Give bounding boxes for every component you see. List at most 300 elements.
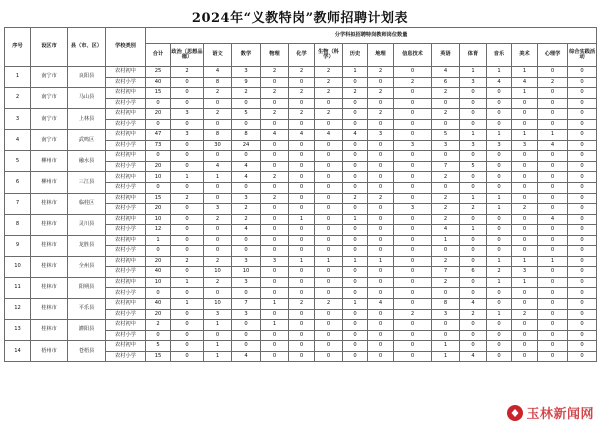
cell-count: 0 (289, 320, 315, 331)
cell-count: 0 (568, 161, 597, 172)
cell-count: 4 (232, 351, 261, 362)
header-subject: 化学 (289, 44, 315, 67)
cell-count: 0 (171, 88, 204, 99)
cell-count: 2 (343, 193, 368, 204)
header-subject: 数学 (232, 44, 261, 67)
cell-count: 1 (204, 172, 232, 183)
cell-count: 40 (146, 267, 171, 278)
cell-count: 0 (432, 330, 460, 341)
cell-count: 1 (432, 341, 460, 352)
cell-count: 0 (171, 351, 204, 362)
cell-count: 0 (487, 151, 512, 162)
cell-count: 0 (432, 119, 460, 130)
cell-count: 1 (432, 235, 460, 246)
cell-count: 0 (232, 151, 261, 162)
cell-count: 10 (146, 277, 171, 288)
cell-count: 5 (460, 161, 487, 172)
cell-count: 0 (315, 225, 343, 236)
cell-count: 0 (343, 109, 368, 120)
cell-county: 平乐县 (68, 299, 106, 320)
header-subject: 体育 (460, 44, 487, 67)
cell-count: 2 (343, 88, 368, 99)
cell-school-type: 农村小学 (106, 246, 146, 257)
cell-count: 0 (460, 330, 487, 341)
cell-count: 0 (171, 161, 204, 172)
cell-seq: 1 (5, 67, 31, 88)
cell-count: 0 (394, 193, 432, 204)
cell-count: 0 (487, 299, 512, 310)
cell-count: 0 (315, 98, 343, 109)
header-subject: 地理 (368, 44, 394, 67)
page-title: 2024年“义教特岗”教师招聘计划表 (191, 11, 409, 26)
cell-count: 0 (315, 119, 343, 130)
cell-count: 4 (261, 130, 289, 141)
cell-city: 桂林市 (31, 235, 68, 256)
cell-count: 20 (146, 109, 171, 120)
cell-count: 0 (204, 235, 232, 246)
cell-count: 2 (289, 109, 315, 120)
cell-count: 4 (232, 225, 261, 236)
table-row (5, 299, 597, 310)
cell-count: 9 (232, 77, 261, 88)
cell-count: 0 (261, 246, 289, 257)
cell-count: 0 (460, 235, 487, 246)
cell-count: 0 (146, 98, 171, 109)
cell-count: 0 (171, 267, 204, 278)
cell-count: 1 (343, 256, 368, 267)
cell-count: 0 (394, 277, 432, 288)
cell-count: 0 (232, 246, 261, 257)
cell-count: 0 (394, 109, 432, 120)
table-row (5, 214, 597, 225)
cell-count: 0 (538, 193, 568, 204)
cell-count: 1 (538, 256, 568, 267)
cell-count: 0 (487, 288, 512, 299)
cell-count: 0 (512, 193, 538, 204)
cell-count: 0 (538, 161, 568, 172)
cell-count: 1 (487, 67, 512, 78)
cell-count: 0 (315, 140, 343, 151)
cell-count: 0 (487, 98, 512, 109)
cell-count: 0 (432, 320, 460, 331)
table-row (5, 172, 597, 183)
cell-count: 0 (568, 214, 597, 225)
cell-count: 0 (538, 172, 568, 183)
cell-count: 0 (289, 309, 315, 320)
cell-count: 2 (261, 193, 289, 204)
cell-count: 2 (432, 214, 460, 225)
cell-count: 4 (512, 77, 538, 88)
cell-school-type: 农村小学 (106, 309, 146, 320)
cell-count: 0 (568, 256, 597, 267)
cell-count: 8 (204, 130, 232, 141)
cell-school-type: 农村小学 (106, 140, 146, 151)
header-subject: 政治（思想品德） (171, 44, 204, 67)
cell-count: 2 (232, 88, 261, 99)
cell-count: 15 (146, 351, 171, 362)
cell-count: 0 (487, 225, 512, 236)
cell-count: 0 (538, 88, 568, 99)
cell-count: 7 (232, 299, 261, 310)
cell-city: 南宁市 (31, 88, 68, 109)
cell-school-type: 农村小学 (106, 204, 146, 215)
cell-count: 4 (343, 130, 368, 141)
cell-count: 0 (315, 330, 343, 341)
cell-count: 0 (368, 351, 394, 362)
cell-count: 0 (171, 235, 204, 246)
cell-count: 0 (315, 277, 343, 288)
cell-count: 6 (460, 267, 487, 278)
cell-count: 2 (204, 214, 232, 225)
cell-count: 8 (232, 130, 261, 141)
cell-count: 0 (315, 193, 343, 204)
cell-count: 0 (315, 161, 343, 172)
cell-count: 1 (460, 193, 487, 204)
cell-count: 0 (289, 288, 315, 299)
cell-school-type: 农村初中 (106, 67, 146, 78)
cell-count: 2 (261, 172, 289, 183)
cell-count: 0 (538, 299, 568, 310)
cell-count: 0 (394, 151, 432, 162)
cell-count: 2 (512, 204, 538, 215)
cell-count: 0 (343, 119, 368, 130)
cell-count: 0 (232, 183, 261, 194)
table-row (5, 109, 597, 120)
cell-count: 0 (232, 341, 261, 352)
cell-count: 0 (394, 88, 432, 99)
table-row (5, 130, 597, 141)
cell-count: 3 (204, 309, 232, 320)
cell-count: 1 (368, 256, 394, 267)
cell-seq: 3 (5, 109, 31, 130)
cell-count: 2 (204, 109, 232, 120)
header-subject: 英语 (432, 44, 460, 67)
cell-county: 灵川县 (68, 214, 106, 235)
cell-count: 1 (512, 277, 538, 288)
cell-count: 0 (394, 67, 432, 78)
cell-count: 0 (368, 225, 394, 236)
cell-count: 0 (394, 98, 432, 109)
cell-city: 梧州市 (31, 341, 68, 362)
cell-count: 3 (232, 67, 261, 78)
cell-county: 龙胜县 (68, 235, 106, 256)
cell-count: 0 (538, 98, 568, 109)
cell-count: 1 (538, 130, 568, 141)
cell-count: 0 (487, 109, 512, 120)
cell-count: 3 (261, 256, 289, 267)
cell-count: 0 (146, 151, 171, 162)
watermark-text: 玉林新闻网 (526, 407, 594, 422)
cell-count: 0 (171, 98, 204, 109)
cell-school-type: 农村初中 (106, 299, 146, 310)
cell-count: 0 (568, 309, 597, 320)
cell-count: 0 (261, 214, 289, 225)
cell-count: 2 (432, 109, 460, 120)
cell-count: 0 (343, 225, 368, 236)
cell-count: 0 (232, 119, 261, 130)
cell-count: 0 (568, 183, 597, 194)
cell-count: 0 (315, 151, 343, 162)
cell-count: 0 (568, 277, 597, 288)
cell-count: 1 (487, 256, 512, 267)
cell-count: 0 (568, 140, 597, 151)
cell-count: 0 (146, 246, 171, 257)
cell-count: 0 (487, 341, 512, 352)
cell-count: 0 (171, 246, 204, 257)
cell-count: 3 (394, 140, 432, 151)
header-city: 设区市 (31, 28, 68, 67)
cell-count: 1 (261, 320, 289, 331)
cell-count: 0 (512, 214, 538, 225)
cell-count: 3 (460, 77, 487, 88)
cell-count: 0 (568, 204, 597, 215)
cell-count: 0 (394, 299, 432, 310)
cell-count: 0 (315, 267, 343, 278)
cell-county: 良阳县 (68, 67, 106, 88)
cell-count: 47 (146, 130, 171, 141)
cell-count: 0 (315, 235, 343, 246)
cell-count: 0 (568, 130, 597, 141)
cell-count: 4 (487, 77, 512, 88)
cell-count: 0 (261, 235, 289, 246)
cell-count: 0 (538, 341, 568, 352)
cell-school-type: 农村小学 (106, 161, 146, 172)
cell-count: 0 (171, 183, 204, 194)
cell-count: 0 (171, 214, 204, 225)
cell-count: 4 (460, 351, 487, 362)
cell-count: 0 (368, 77, 394, 88)
cell-count: 0 (343, 277, 368, 288)
cell-seq: 10 (5, 256, 31, 277)
cell-count: 0 (289, 225, 315, 236)
cell-count: 0 (289, 277, 315, 288)
cell-count: 0 (289, 193, 315, 204)
cell-count: 7 (432, 267, 460, 278)
cell-count: 1 (146, 235, 171, 246)
cell-count: 0 (432, 183, 460, 194)
cell-count: 0 (512, 246, 538, 257)
cell-count: 0 (432, 98, 460, 109)
cell-count: 0 (204, 151, 232, 162)
cell-count: 2 (538, 77, 568, 88)
cell-count: 5 (146, 341, 171, 352)
recruitment-table (4, 27, 597, 362)
cell-count: 0 (568, 267, 597, 278)
cell-count: 8 (204, 77, 232, 88)
cell-count: 1 (171, 277, 204, 288)
cell-count: 0 (368, 341, 394, 352)
cell-count: 0 (487, 88, 512, 99)
cell-count: 1 (171, 172, 204, 183)
cell-count: 2 (432, 204, 460, 215)
cell-count: 0 (343, 183, 368, 194)
cell-count: 2 (315, 67, 343, 78)
cell-seq: 9 (5, 235, 31, 256)
cell-count: 4 (204, 67, 232, 78)
cell-count: 0 (368, 288, 394, 299)
cell-seq: 13 (5, 320, 31, 341)
cell-count: 0 (343, 204, 368, 215)
cell-count: 2 (394, 309, 432, 320)
cell-count: 0 (171, 341, 204, 352)
cell-count: 0 (568, 351, 597, 362)
cell-count: 2 (261, 109, 289, 120)
cell-count: 2 (315, 77, 343, 88)
cell-seq: 14 (5, 341, 31, 362)
cell-count: 40 (146, 299, 171, 310)
cell-count: 0 (487, 246, 512, 257)
cell-count: 2 (368, 88, 394, 99)
cell-count: 2 (289, 67, 315, 78)
cell-count: 1 (487, 309, 512, 320)
cell-count: 2 (171, 193, 204, 204)
cell-count: 0 (171, 77, 204, 88)
cell-count: 2 (394, 77, 432, 88)
cell-count: 0 (261, 267, 289, 278)
cell-seq: 6 (5, 172, 31, 193)
cell-count: 0 (343, 288, 368, 299)
cell-count: 0 (538, 277, 568, 288)
cell-count: 0 (487, 183, 512, 194)
cell-count: 1 (460, 130, 487, 141)
cell-count: 0 (394, 225, 432, 236)
cell-count: 0 (261, 330, 289, 341)
cell-count: 1 (343, 67, 368, 78)
cell-count: 0 (289, 246, 315, 257)
cell-count: 20 (146, 204, 171, 215)
table-row (5, 320, 597, 331)
cell-count: 10 (146, 214, 171, 225)
cell-count: 0 (289, 98, 315, 109)
cell-count: 0 (261, 309, 289, 320)
cell-count: 0 (232, 320, 261, 331)
cell-seq: 11 (5, 277, 31, 298)
cell-count: 0 (460, 183, 487, 194)
cell-school-type: 农村初中 (106, 151, 146, 162)
cell-count: 1 (289, 214, 315, 225)
cell-count: 3 (232, 193, 261, 204)
cell-school-type: 农村小学 (106, 351, 146, 362)
cell-count: 0 (432, 288, 460, 299)
cell-county: 融水县 (68, 151, 106, 172)
cell-count: 0 (368, 161, 394, 172)
cell-count: 0 (538, 309, 568, 320)
cell-count: 20 (146, 161, 171, 172)
cell-count: 0 (289, 151, 315, 162)
cell-count: 0 (146, 288, 171, 299)
cell-count: 3 (204, 204, 232, 215)
cell-count: 0 (204, 193, 232, 204)
header-subject: 物理 (261, 44, 289, 67)
cell-county: 阳朔县 (68, 277, 106, 298)
cell-count: 3 (232, 277, 261, 288)
cell-school-type: 农村初中 (106, 277, 146, 288)
header-seq: 序号 (5, 28, 31, 67)
cell-count: 6 (432, 77, 460, 88)
cell-count: 0 (487, 330, 512, 341)
cell-count: 0 (343, 351, 368, 362)
cell-count: 3 (512, 267, 538, 278)
cell-count: 0 (261, 204, 289, 215)
cell-count: 4 (232, 172, 261, 183)
cell-city: 南宁市 (31, 67, 68, 88)
table-row (5, 341, 597, 352)
cell-count: 0 (315, 320, 343, 331)
cell-count: 1 (512, 256, 538, 267)
cell-count: 0 (394, 341, 432, 352)
cell-count: 0 (568, 235, 597, 246)
cell-school-type: 农村小学 (106, 77, 146, 88)
cell-count: 2 (368, 109, 394, 120)
cell-count: 0 (512, 288, 538, 299)
cell-count: 0 (146, 330, 171, 341)
cell-count: 0 (171, 140, 204, 151)
cell-count: 0 (368, 183, 394, 194)
cell-count: 0 (171, 320, 204, 331)
cell-school-type: 农村小学 (106, 267, 146, 278)
cell-count: 0 (394, 161, 432, 172)
cell-count: 0 (538, 246, 568, 257)
cell-school-type: 农村初中 (106, 109, 146, 120)
cell-count: 0 (568, 119, 597, 130)
cell-count: 0 (394, 246, 432, 257)
cell-school-type: 农村小学 (106, 98, 146, 109)
cell-count: 0 (261, 183, 289, 194)
cell-count: 0 (171, 204, 204, 215)
cell-count: 0 (568, 109, 597, 120)
cell-count: 0 (261, 288, 289, 299)
cell-count: 15 (146, 193, 171, 204)
cell-count: 0 (171, 225, 204, 236)
cell-count: 2 (487, 267, 512, 278)
cell-count: 0 (460, 256, 487, 267)
cell-count: 0 (538, 225, 568, 236)
cell-count: 0 (394, 256, 432, 267)
cell-school-type: 农村初中 (106, 341, 146, 352)
cell-school-type: 农村小学 (106, 119, 146, 130)
table-row (5, 256, 597, 267)
cell-count: 0 (368, 204, 394, 215)
cell-county: 武鸣区 (68, 130, 106, 151)
cell-count: 2 (171, 256, 204, 267)
cell-count: 0 (368, 277, 394, 288)
cell-count: 2 (460, 309, 487, 320)
cell-count: 0 (261, 351, 289, 362)
cell-count: 0 (487, 351, 512, 362)
cell-county: 三江县 (68, 172, 106, 193)
cell-count: 0 (289, 140, 315, 151)
cell-count: 0 (171, 309, 204, 320)
cell-count: 0 (261, 161, 289, 172)
cell-count: 0 (460, 288, 487, 299)
cell-count: 0 (512, 225, 538, 236)
cell-count: 0 (512, 183, 538, 194)
cell-count: 2 (232, 204, 261, 215)
cell-count: 1 (261, 299, 289, 310)
cell-school-type: 农村初中 (106, 256, 146, 267)
cell-count: 4 (538, 140, 568, 151)
cell-count: 0 (538, 320, 568, 331)
cell-count: 0 (538, 109, 568, 120)
cell-county: 马山县 (68, 88, 106, 109)
header-subject: 语文 (204, 44, 232, 67)
cell-count: 0 (568, 299, 597, 310)
cell-count: 0 (368, 309, 394, 320)
cell-count: 0 (368, 151, 394, 162)
cell-count: 0 (289, 330, 315, 341)
cell-count: 0 (315, 288, 343, 299)
cell-count: 0 (289, 161, 315, 172)
